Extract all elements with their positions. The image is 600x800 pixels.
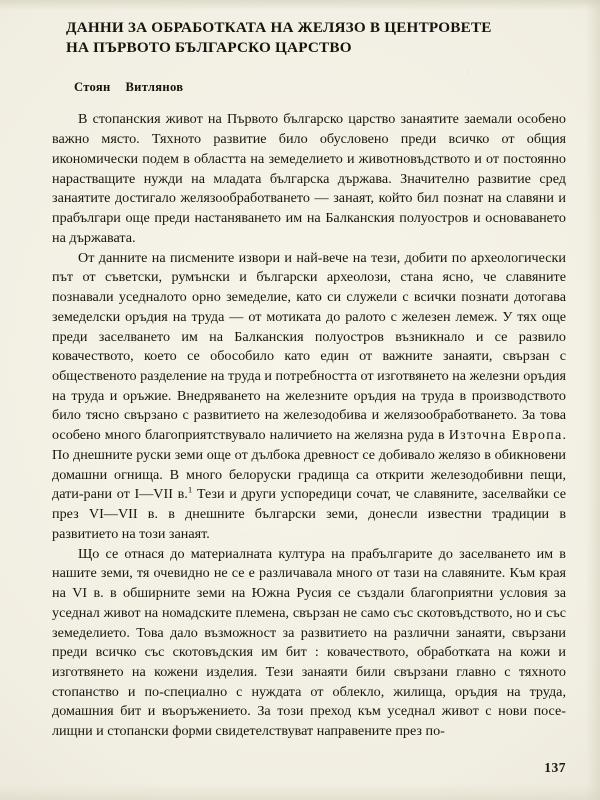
paragraph-3-text: Що се отнася до материалната култура на прабългарите до заселването им в нашите земи, тя очевидно не се е различавала много от тази на славяните. Към края на VI в. в обширните земи на Южна Русия се създали благоприятни условия за уседнал живот на номадските племена, свързан не само със скотовъдството, но и със земеделието. Това дало възможност за развитието на различни занаяти, свързани преди всичко със скотовъдския им бит : ковачеството, обработката на кожи и изготвянето на кожени изделия. Тези занаяти били свързани главно с тяхното стопанство и по-специално с нуждата от облекло, жилища, оръдия на труда, домашния бит и въоръжението. За този преход към уседнал живот с нови посе-лищни и стопански форми свидетелствуват направените през по- xyxy=(52,545,566,740)
paragraph-1 xyxy=(52,110,566,248)
paragraph-2-text-c: Тези и други успоредици сочат, че славяните, заселвайки се през VI—VII в. в днешните български земи, донесли известни традиции в развитието на този занаят. xyxy=(52,486,566,542)
article-title-line-1: ДАННИ ЗА ОБРАБОТКАТА НА ЖЕЛЯЗО В ЦЕНТРОВЕТЕ xyxy=(66,19,492,36)
article-title xyxy=(66,18,566,58)
article-title-line-2: НА ПЪРВОТО БЪЛГАРСКО ЦАРСТВО xyxy=(66,39,352,57)
page-number: 137 xyxy=(544,760,566,775)
author-last-name: Витлянов xyxy=(125,80,184,95)
article-body xyxy=(52,110,566,742)
paragraph-1-text: В стопанския живот на Първото българско царство занаятите заемали особено важно място. Тяхното развитие било обусловено преди всичко от общия икономически подем в областта на земеделието и животновъдството и от постоянно нарастващите нужди на младата българска държава. Значително развитие сред занаятите достигало желязообработването — занаят, който бил познат на славяни и прабългари още преди настаняването им на Балканския полуостров и основаването на държавата. xyxy=(52,111,566,246)
paragraph-2-text-a: От данните на писмените извори и най-вече на тези, добити по археологически път от съветски, румънски и български археолози, стана ясно, че славяните познавали уседналото орно земеделие, като си служели с всички познати дотогава земеделски оръдия на труда — от мотиката до ралото с железен лемеж. У тях още преди заселването им на Балканския полуостров възникнало и се развило ковачеството, което се обособило като един от важните занаяти, свързан с общественото разделение на труда и потребността от изготвянето на железни оръдия на труда и оръжие. Внедряването на железните оръдия на труда в производството било тясно свързано с развитието на железодобива и желязообработването. За това особено много благоприятствувало наличието на желязна руда в xyxy=(52,249,566,444)
paragraph-3 xyxy=(52,545,566,742)
paragraph-2-text-b: . По днешните руски земи още от дълбока древност се добивало желязо в обикновени домашни огнища. В много белоруски градища са открити железодобивни пещи, дати-рани от I—VII в. xyxy=(52,427,566,503)
paragraph-2 xyxy=(52,249,566,545)
footnote-reference-1[interactable]: 1 xyxy=(187,484,193,495)
emphasis-eastern-europe: Източна Европа xyxy=(448,427,563,444)
author-first-name: Стоян xyxy=(74,80,111,95)
author-byline xyxy=(74,80,566,95)
